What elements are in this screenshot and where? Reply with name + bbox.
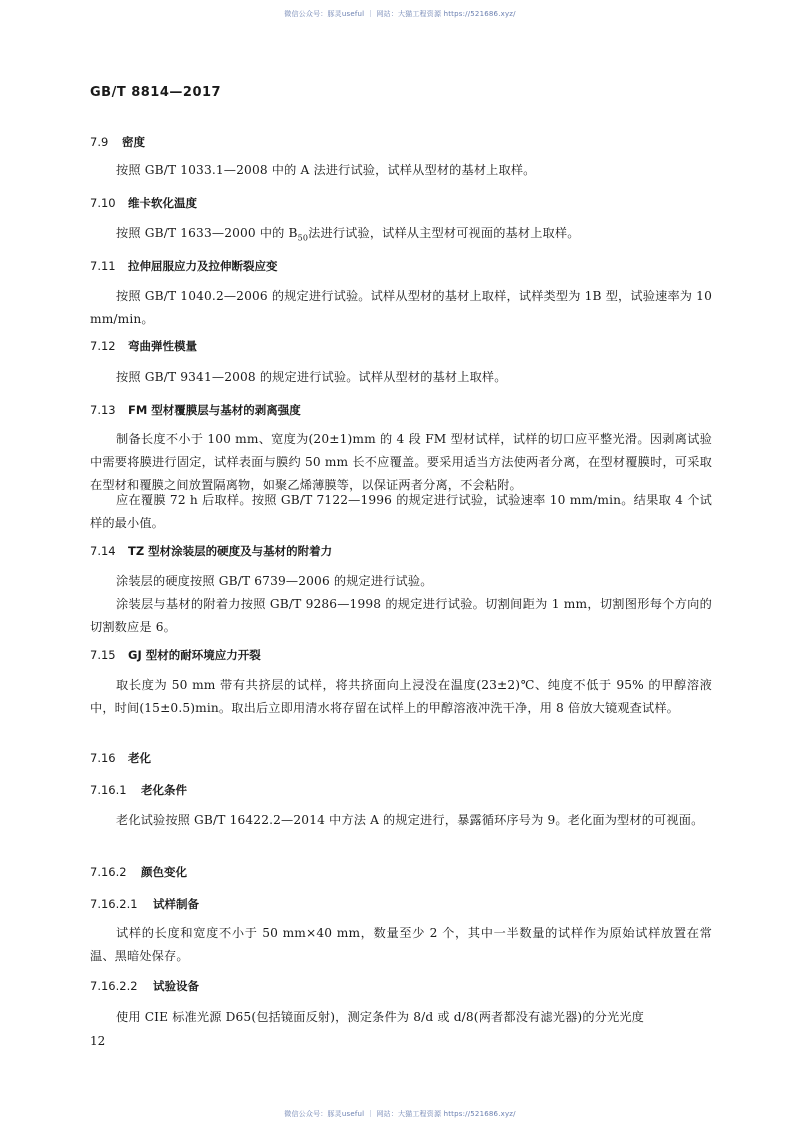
section-number: 7.11 <box>90 259 116 273</box>
section-title: 老化条件 <box>141 783 187 797</box>
section-title: FM 型材覆膜层与基材的剥离强度 <box>128 403 301 417</box>
section-heading <box>90 864 187 880</box>
section-heading <box>90 134 145 150</box>
section-title: TZ 型材涂装层的硬度及与基材的附着力 <box>128 544 333 558</box>
section-heading <box>90 338 197 354</box>
section-title: 拉伸屈服应力及拉伸断裂应变 <box>128 259 278 273</box>
paragraph: 按照 GB/T 9341—2008 的规定进行试验。试样从型材的基材上取样。 <box>116 370 507 384</box>
section-number: 7.16.1 <box>90 783 127 797</box>
paragraph: 制备长度不小于 100 mm、宽度为(20±1)mm 的 4 段 FM 型材试样，试样的切口应平整光滑。因剥离试验中需要将膜进行固定，试样表面与膜约 50 mm 长不应覆盖。要采用适当方法使两者分离，在型材覆膜时，可采取在型材和覆膜之间放置隔离物，如聚乙烯薄膜等，以保证两者分离，不会粘附。 <box>90 432 712 492</box>
paragraph: 按照 GB/T 1040.2—2006 的规定进行试验。试样从型材的基材上取样，试样类型为 1B 型，试验速率为 10 mm/min。 <box>90 289 712 326</box>
section-heading <box>90 782 187 798</box>
paragraph-text: 按照 GB/T 1633—2000 中的 B <box>116 226 298 240</box>
paragraph: 涂装层与基材的附着力按照 GB/T 9286—1998 的规定进行试验。切割间距为 1 mm，切割图形每个方向的切割数应是 6。 <box>90 597 712 634</box>
subscript: 50 <box>297 233 309 243</box>
paragraph: 试样的长度和宽度不小于 50 mm×40 mm，数量至少 2 个，其中一半数量的试样作为原始试样放置在常温、黑暗处保存。 <box>90 926 712 963</box>
page-number: 12 <box>90 1034 106 1048</box>
paragraph: 取长度为 50 mm 带有共挤层的试样，将共挤面向上浸没在温度(23±2)℃、纯度不低于 95% 的甲醇溶液中，时间(15±0.5)min。取出后立即用清水将存留在试样上的甲醇溶液冲洗干净，用 8 倍放大镜观查试样。 <box>90 678 712 715</box>
section-title: 试样制备 <box>153 897 199 911</box>
watermark-bottom: 微信公众号：豚灵useful ｜ 网站：大猫工程资源 https://521686.xyz/ <box>284 1110 516 1118</box>
section-number: 7.9 <box>90 135 109 149</box>
section-title: 维卡软化温度 <box>128 196 197 210</box>
section-title: GJ 型材的耐环境应力开裂 <box>128 648 261 662</box>
section-number: 7.16 <box>90 751 116 765</box>
section-title: 试验设备 <box>153 979 199 993</box>
section-title: 弯曲弹性模量 <box>128 339 197 353</box>
standard-code: GB/T 8814—2017 <box>90 85 222 100</box>
section-number: 7.13 <box>90 403 116 417</box>
paragraph: 涂装层的硬度按照 GB/T 6739—2006 的规定进行试验。 <box>116 574 433 588</box>
section-title: 颜色变化 <box>141 865 187 879</box>
paragraph: 使用 CIE 标准光源 D65(包括镜面反射)，测定条件为 8/d 或 d/8(两者都没有滤光器)的分光光度 <box>116 1010 645 1024</box>
section-number: 7.15 <box>90 648 116 662</box>
paragraph: 应在覆膜 72 h 后取样。按照 GB/T 7122—1996 的规定进行试验，试验速率 10 mm/min。结果取 4 个试样的最小值。 <box>90 493 712 530</box>
section-heading <box>90 978 199 994</box>
section-number: 7.12 <box>90 339 116 353</box>
section-number: 7.16.2.1 <box>90 897 138 911</box>
section-heading <box>90 402 301 418</box>
section-heading <box>90 647 261 663</box>
paragraph: 老化试验按照 GB/T 16422.2—2014 中方法 A 的规定进行，暴露循环序号为 9。老化面为型材的可视面。 <box>116 813 704 827</box>
section-heading <box>90 195 197 211</box>
section-heading <box>90 750 151 766</box>
section-number: 7.16.2 <box>90 865 127 879</box>
section-title: 老化 <box>128 751 151 765</box>
paragraph-text: 法进行试验，试样从主型材可视面的基材上取样。 <box>308 226 580 240</box>
paragraph <box>90 222 712 249</box>
paragraph: 按照 GB/T 1033.1—2008 中的 A 法进行试验，试样从型材的基材上取样。 <box>116 163 536 177</box>
section-heading <box>90 543 332 559</box>
section-heading <box>90 896 199 912</box>
section-title: 密度 <box>122 135 145 149</box>
watermark-top: 微信公众号：豚灵useful ｜ 网站：大猫工程资源 https://521686.xyz/ <box>284 10 516 18</box>
section-number: 7.14 <box>90 544 116 558</box>
section-number: 7.10 <box>90 196 116 210</box>
section-number: 7.16.2.2 <box>90 979 138 993</box>
section-heading <box>90 258 278 274</box>
